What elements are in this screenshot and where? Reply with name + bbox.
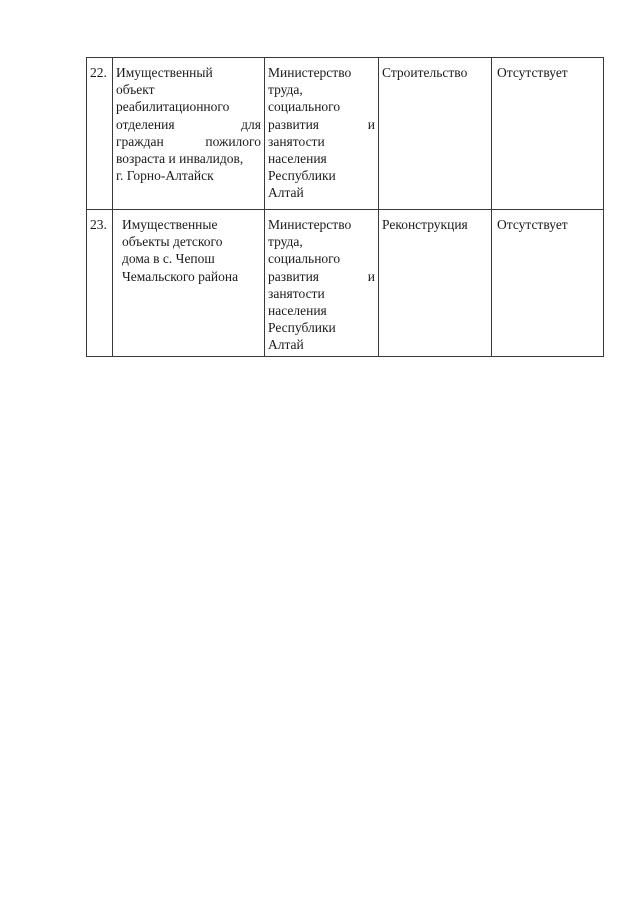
object-name-line: реабилитационного	[116, 99, 230, 115]
object-name-line: возраста и инвалидов,	[116, 151, 244, 167]
ministry-line: Алтай	[268, 185, 304, 201]
work-type-text: Строительство	[382, 65, 468, 80]
table-row	[87, 210, 604, 357]
object-name-line: объект	[116, 82, 155, 98]
table-row	[87, 58, 604, 210]
object-name-line: Имущественные	[122, 217, 218, 232]
work-type-cell	[379, 210, 492, 357]
object-name-cell	[113, 58, 265, 210]
ministry-line: населения	[268, 303, 327, 319]
status-cell	[492, 58, 604, 210]
row-number: 22.	[87, 58, 113, 210]
work-type-cell	[379, 58, 492, 210]
objects-table	[86, 57, 604, 357]
object-name-cell	[113, 210, 265, 357]
ministry-line: развития и	[268, 268, 375, 284]
ministry-line: труда,	[268, 234, 303, 250]
object-name-line: дома в с. Чепош	[122, 251, 215, 267]
ministry-line: социального	[268, 99, 341, 115]
ministry-line: Министерство	[268, 65, 352, 80]
object-name-line: Чемальского района	[122, 268, 239, 284]
object-name-line: Имущественный	[116, 65, 213, 80]
row-number: 23.	[87, 210, 113, 357]
ministry-line: занятости	[268, 133, 325, 149]
status-cell	[492, 210, 604, 357]
object-name-line: объекты детского	[122, 234, 223, 250]
object-name-line: отделения для	[116, 116, 261, 132]
ministry-line: Алтай	[268, 337, 304, 353]
ministry-line: Республики	[268, 320, 336, 336]
object-name-line: граждан пожилого	[116, 133, 261, 149]
ministry-cell	[265, 58, 379, 210]
ministry-line: развития и	[268, 116, 375, 132]
status-text: Отсутствует	[497, 65, 568, 80]
ministry-line: занятости	[268, 285, 325, 301]
ministry-line: труда,	[268, 82, 303, 98]
ministry-cell	[265, 210, 379, 357]
status-text: Отсутствует	[497, 217, 568, 232]
ministry-line: Министерство	[268, 217, 352, 232]
work-type-text: Реконструкция	[382, 217, 468, 232]
ministry-line: социального	[268, 251, 341, 267]
ministry-line: населения	[268, 151, 327, 167]
ministry-line: Республики	[268, 168, 336, 184]
object-name-line: г. Горно-Алтайск	[116, 168, 214, 184]
